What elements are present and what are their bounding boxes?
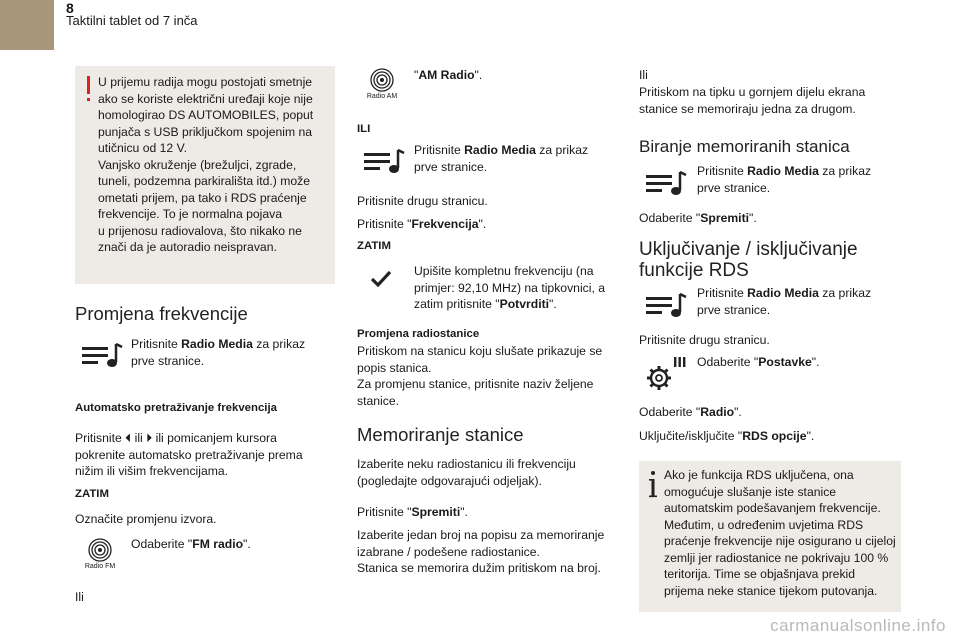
radio-media-icon bbox=[80, 340, 124, 370]
ili-text-3: Ili bbox=[639, 68, 648, 82]
top-button-text: Pritiskom na tipku u gornjem dijelu ekrana stanice se memoriraju jedna za drugom. bbox=[639, 85, 866, 116]
watermark: carmanualsonline.info bbox=[770, 616, 946, 635]
subheading-auto-search: Automatsko pretraživanje frekvencija bbox=[75, 402, 277, 414]
spremiti-text: Pritisnite "Spremiti". bbox=[357, 505, 468, 519]
page-header: Taktilni tablet od 7 inča bbox=[66, 13, 198, 28]
warning-icon bbox=[84, 74, 94, 109]
radio-media-icon bbox=[644, 290, 688, 320]
info-icon bbox=[647, 470, 659, 505]
frekvencija-text: Pritisnite "Frekvencija". bbox=[357, 217, 487, 231]
select-fm-text: Odaberite "FM radio". bbox=[131, 537, 251, 551]
step-radio-media-4: Pritisnite Radio Media za prikaz prve stranice. bbox=[697, 286, 872, 317]
select-postavke-text: Odaberite "Postavke". bbox=[697, 355, 820, 369]
change-station-text: Pritiskom na stanicu koju slušate prikazuje se popis stanica. Za promjenu stanice, pritisnite naziv željene stanice. bbox=[357, 344, 603, 408]
enter-frequency-text: Upišite kompletnu frekvenciju (na primjer: 92,10 MHz) na tipkovnici, a zatim pritisnite "Potvrditi". bbox=[414, 264, 606, 311]
page-number: 8 bbox=[66, 0, 74, 16]
select-am-text: "AM Radio". bbox=[414, 68, 483, 82]
info-text: Ako je funkcija RDS uključena, ona omogućuje slušanje iste stanice automatskim podešavanjem frekvencije. Međutim, u određenim uvjetima RDS praćenje frekvencije nije osigurano u cijeloj zemlji jer radiostanice ne pokrivaju 100 % teritorija. Time se objašnjava prekid prijema neke stanice tijekom putovanja. bbox=[664, 468, 896, 598]
zatim-label-2: ZATIM bbox=[357, 240, 391, 252]
step-radio-media: Pritisnite Radio Media za prikaz prve stranice. bbox=[131, 337, 306, 368]
rds-toggle-text: Uključite/isključite "RDS opcije". bbox=[639, 429, 815, 443]
select-spremiti-text: Odaberite "Spremiti". bbox=[639, 211, 757, 225]
step-radio-media-2: Pritisnite Radio Media za prikaz prve stranice. bbox=[414, 143, 589, 174]
heading-memoriranje: Memoriranje stanice bbox=[357, 424, 524, 445]
heading-promjena-frekvencije: Promjena frekvencije bbox=[75, 303, 248, 324]
warning-text: U prijemu radija mogu postojati smetnje ako se koriste električni uređaji koje nije homologirao DS AUTOMOBILES, poput punjača s USB priključkom spojenim na utičnicu od 12 V. Vanjsko okruženje (brežuljci, zgrade, tuneli, podzemna parkirališta itd.) može ometati prijem, pa tako i RDS praćenje frekvencije. To je normalna pojava u prijenosu radiovalova, što nikako ne znači da je autoradio neispravan. bbox=[98, 75, 314, 254]
subheading-change-station: Promjena radiostanice bbox=[357, 328, 480, 340]
heading-rds: Uključivanje / isključivanje funkcije RDS bbox=[639, 239, 858, 281]
radio-media-icon bbox=[362, 146, 406, 176]
radio-fm-icon bbox=[80, 538, 120, 564]
ili-label: ILI bbox=[357, 123, 371, 135]
select-source-text: Označite promjenu izvora. bbox=[75, 512, 217, 526]
select-radio-text: Odaberite "Radio". bbox=[639, 405, 742, 419]
memorize-text: Izaberite jedan broj na popisu za memoriranje izabrane / podešene radiostanice. Stanica se memorira dužim pritiskom na broj. bbox=[357, 528, 605, 575]
checkmark-icon bbox=[370, 270, 392, 288]
second-page-text-3: Pritisnite drugu stranicu. bbox=[639, 333, 770, 347]
chevron-left-icon: ⏴ bbox=[125, 431, 132, 445]
auto-search-text: Pritisnite ⏴ ili ⏵ ili pomicanjem kursora pokrenite automatsko pretraživanje prema nižim ili višim frekvencijama. bbox=[75, 431, 303, 478]
step-radio-media-3: Pritisnite Radio Media za prikaz prve stranice. bbox=[697, 164, 872, 195]
page-tab bbox=[0, 0, 54, 50]
heading-biranje: Biranje memoriranih stanica bbox=[639, 137, 850, 156]
zatim-label: ZATIM bbox=[75, 488, 109, 500]
second-page-text: Pritisnite drugu stranicu. bbox=[357, 194, 488, 208]
ili-text: Ili bbox=[75, 590, 84, 604]
settings-gear-icon bbox=[644, 355, 688, 391]
radio-media-icon bbox=[644, 168, 688, 198]
radio-am-label: Radio AM bbox=[366, 93, 398, 100]
chevron-right-icon: ⏵ bbox=[146, 431, 153, 445]
radio-fm-label: Radio FM bbox=[84, 563, 116, 570]
radio-am-icon bbox=[362, 68, 402, 94]
select-station-text: Izaberite neku radiostanicu ili frekvenciju (pogledajte odgovarajući odjeljak). bbox=[357, 457, 576, 488]
